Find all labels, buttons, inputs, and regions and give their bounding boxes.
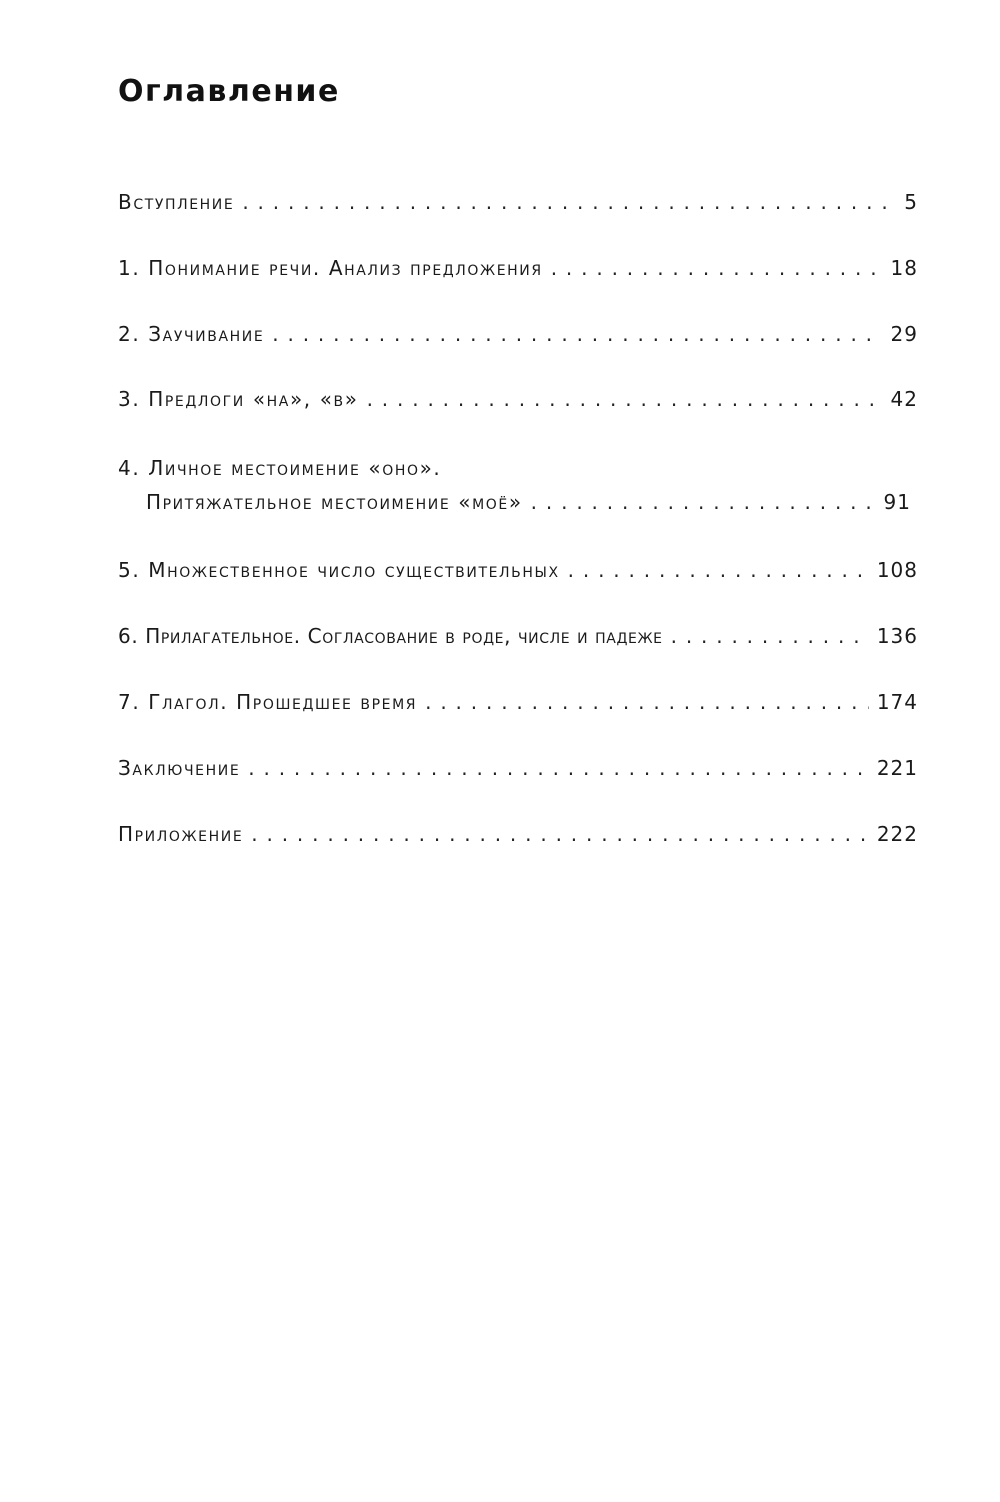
toc-page-number: 174 [876,690,918,714]
toc-entry-chapter-2[interactable] [118,320,918,348]
dot-leader [251,820,869,848]
dot-leader [248,754,869,782]
toc-entry-label: 3. Предлоги «на», «в» [118,387,359,411]
page-title: Оглавление [118,74,340,109]
dot-leader [242,188,896,216]
toc-entry-chapter-3[interactable] [118,385,918,413]
toc-entry-label-line-1: 4. Личное местоимение «оно». [118,456,442,480]
toc-entry-chapter-1[interactable] [118,254,918,282]
toc-entry-label: Заключение [118,756,241,780]
toc-page-number: 221 [876,756,918,780]
dot-leader [568,556,869,584]
toc-entry-label: Притяжательное местоимение «моё» [146,490,523,514]
dot-leader [425,688,869,716]
toc-entry-label: Вступление [118,190,235,214]
toc-page-number: 5 [904,190,918,214]
toc-page-number: 29 [890,322,918,346]
toc-entry-label: 6. Прилагательное. Согласование в роде, числе и падеже [118,624,663,648]
toc-entry-introduction[interactable] [118,188,918,216]
toc-page-number: 136 [876,624,918,648]
toc-page-number: 108 [876,558,918,582]
dot-leader [671,622,869,650]
dot-leader [367,385,883,413]
toc-entry-label: 2. Заучивание [118,322,265,346]
toc-entry-conclusion[interactable] [118,754,918,782]
toc-entry-label: 7. Глагол. Прошедшее время [118,690,418,714]
toc-entry-label: 5. Множественное число существительных [118,558,560,582]
toc-page-number: 42 [890,387,918,411]
dot-leader [272,320,882,348]
toc-entry-label: 1. Понимание речи. Анализ предложения [118,256,543,280]
toc-entry-chapter-6[interactable] [118,622,918,650]
dot-leader [531,488,876,516]
toc-entry-chapter-7[interactable] [118,688,918,716]
toc-page-number: 91 [883,490,911,514]
toc-entry-chapter-5[interactable] [118,556,918,584]
dot-leader [551,254,883,282]
toc-entry-label: Приложение [118,822,244,846]
toc-entry-appendix[interactable] [118,820,918,848]
toc-page-number: 18 [890,256,918,280]
toc-page-number: 222 [876,822,918,846]
toc-entry-chapter-4[interactable] [118,454,918,516]
